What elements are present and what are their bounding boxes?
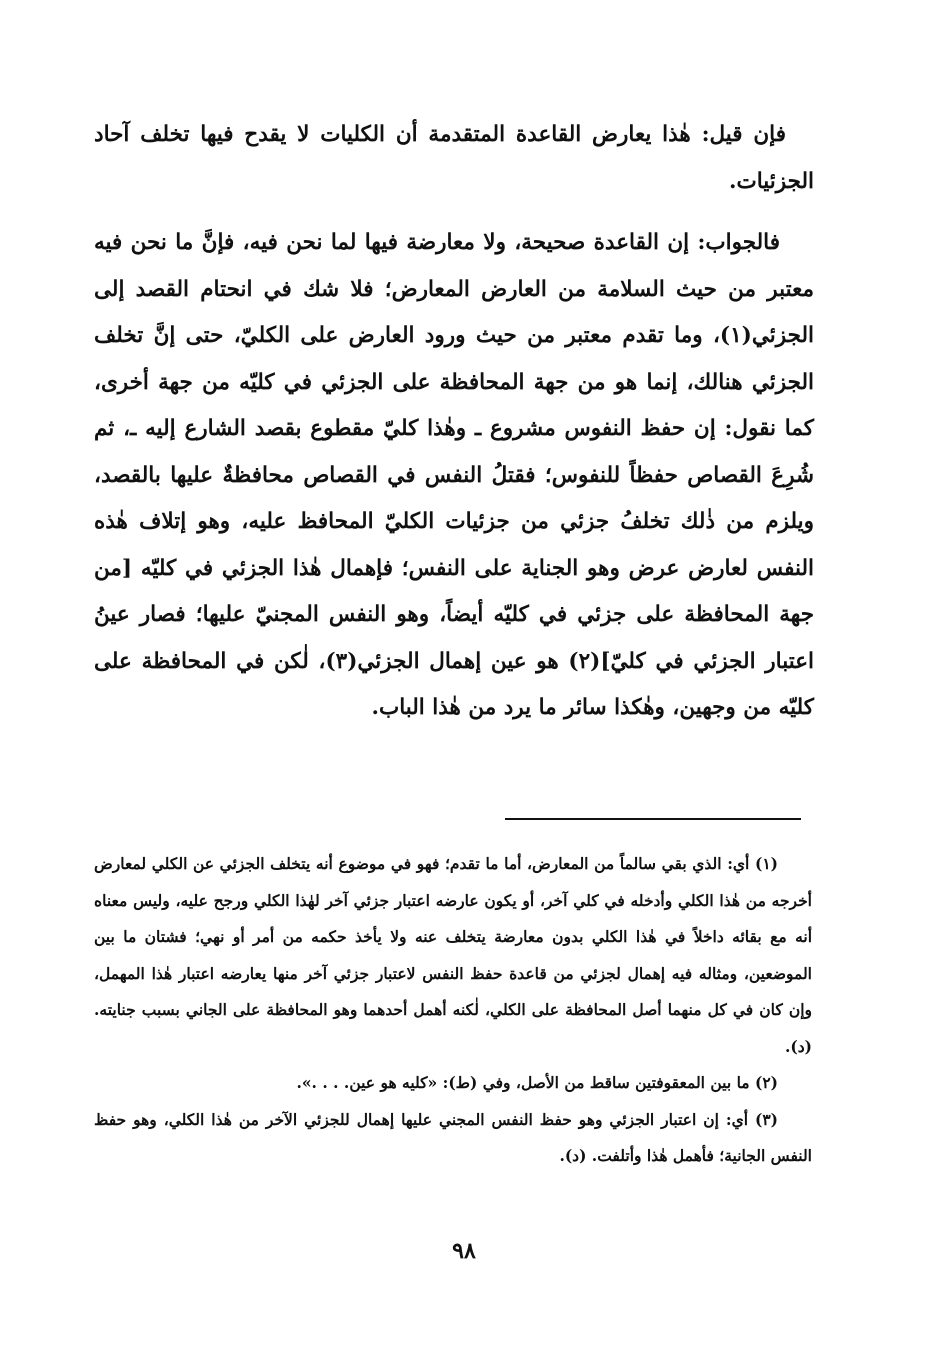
- page-number: ٩٨: [452, 1238, 476, 1264]
- footnote-separator: [505, 818, 801, 820]
- paragraph-answer: فالجواب: إن القاعدة صحيحة، ولا معارضة فيها لما نحن فيه، فإنَّ ما نحن فيه معتبر من حيث السلامة من العارض المعارض؛ فلا شك في انحتام القصد إلى الجزئي(١)، وما تقدم معتبر من حيث ورود العارض على الكليّ، حتى إنَّ تخلف الجزئي هنالك، إنما هو من جهة المحافظة على الجزئي في كليّه من جهة أخرى، كما نقول: إن حفظ النفوس مشروع ـ وهٰذا كليّ مقطوع بقصد الشارع إليه ـ، ثم شُرِعَ القصاص حفظاً للنفوس؛ فقتلُ النفس في القصاص محافظةٌ عليها بالقصد، ويلزم من ذٰلك تخلفُ جزئي من جزئيات الكليّ المحافظ عليه، وهو إتلاف هٰذه النفس لعارض عرض وهو الجناية على النفس؛ فإهمال هٰذا الجزئي في كليّه [من جهة المحافظة على جزئي في كليّه أيضاً، وهو النفس المجنيّ عليها؛ فصار عينُ اعتبار الجزئي في كليّ](٢) هو عين إهمال الجزئي(٣)، لٰكن في المحافظة على كليّه من وجهين، وهٰكذا سائر ما يرد من هٰذا الباب.: [94, 230, 815, 720]
- footnote-1: (١) أي: الذي بقي سالماً من المعارض، أما ما تقدم؛ فهو في موضوع أنه يتخلف الجزئي عن الكلي لمعارض أخرجه من هٰذا الكلي وأدخله في كلي آخر، أو يكون عارضه اعتبار جزئي آخر لهٰذا الكلي ورجح عليه، وليس معناه أنه مع بقائه داخلاً في هٰذا الكلي بدون معارضة يتخلف عنه ولا يأخذ حكمه من أمر أو نهي؛ فشتان ما بين الموضعين، ومثاله فيه إهمال لجزئي من قاعدة حفظ النفس لاعتبار جزئي آخر منها يعارضه اعتبار هٰذا المهمل، وإن كان في كل منهما أصل المحافظة على الكلي، لٰكنه أهمل أحدهما وهو المحافظة على الجاني بسبب جنايته. (د).: [94, 854, 812, 1056]
- main-text: [94, 112, 814, 732]
- footnote-3: (٣) أي: إن اعتبار الجزئي وهو حفظ النفس المجني عليها إهمال للجزئي الآخر من هٰذا الكلي، وهو حفظ النفس الجانية؛ فأهمل هٰذا وأتلفت. (د).: [94, 1109, 812, 1165]
- footnote-2: (٢) ما بين المعقوفتين ساقط من الأصل، وفي (ط): «كليه هو عين. . . .».: [296, 1073, 778, 1092]
- paragraph-question: فإن قيل: هٰذا يعارض القاعدة المتقدمة أن الكليات لا يقدح فيها تخلف آحاد الجزئيات.: [94, 122, 814, 194]
- footnotes: [94, 846, 812, 1175]
